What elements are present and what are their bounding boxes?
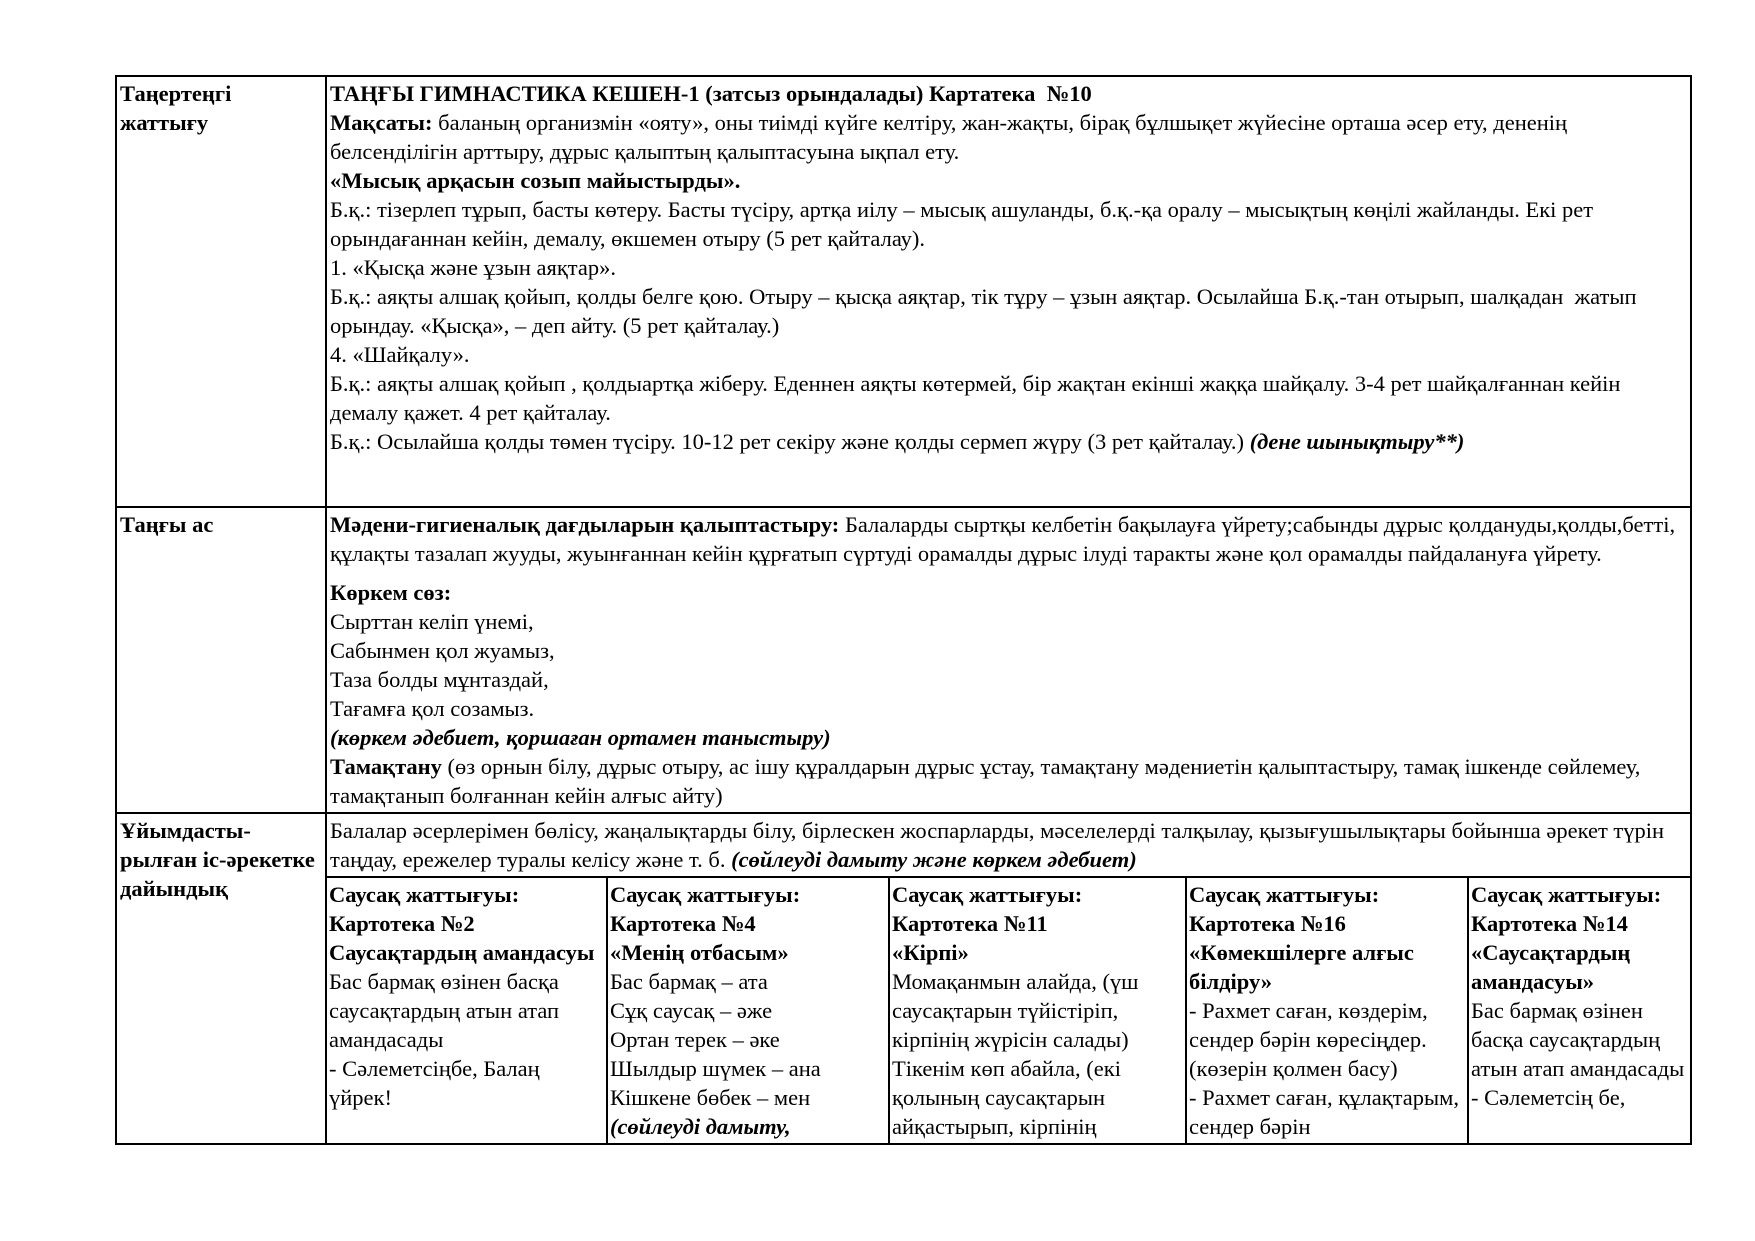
exercise-text: Бас бармақ өзінен басқа саусақтардың атын атап амандасады [329, 969, 565, 1052]
row-preparation [116, 813, 1691, 1144]
exercise-last-text: Б.қ.: Осылайша қолды төмен түсіру. 10-12 рет секіру және қолды сермеп жүру (3 рет қайталау.) [330, 429, 1250, 454]
row-label-cell [116, 813, 326, 1144]
card-number: Картотека №11 [892, 911, 1048, 936]
eating-label: Тамақтану [330, 754, 442, 779]
exercise-text: - Рахмет саған, көздерім, сендер бәрін көресіңдер. (көзерін қолмен басу) [1189, 998, 1434, 1081]
poem-line: Таза болды мұнтаздай, [330, 667, 549, 692]
exercise-line: Б.қ.: тізерлеп тұрып, басты көтеру. Басты түсіру, артқа иілу – мысық ашуланды, б.қ.-қа оралу – мысықтың көңілі жайланды. Екі рет орындағаннан кейін, демалу, өкшемен отыру (5 рет қайталау). [330, 197, 1599, 251]
row-morning-exercise [116, 76, 1691, 507]
row-content-cell [326, 76, 1691, 507]
finger-exercise-column [327, 878, 607, 1143]
exercise-name: «Саусақтардың амандасуы» [1471, 940, 1636, 994]
card-number: Картотека №4 [610, 911, 756, 936]
row-content-cell [326, 813, 1691, 1144]
exercise-text: - Рахмет саған, құлақтарым, сендер бәрін [1189, 1085, 1465, 1139]
poem-line: Сабынмен қол жуамыз, [330, 638, 555, 663]
exercise-heading: Саусақ жаттығуы: [1471, 882, 1662, 907]
finger-exercises-table [327, 878, 1690, 1143]
exercise-note: (сөйлеуді дамыту, [610, 1114, 791, 1139]
intro-paragraph [327, 814, 1690, 878]
exercise-name: «Кірпі» [892, 940, 969, 965]
exercise-line: Б.қ.: аяқты алшақ қойып , қолдыартқа жіберу. Еденнен аяқты көтермей, бір жақтан екінші жаққа шайқалу. 3-4 рет шайқалғаннан кейін демалу қажет. 4 рет қайталау. [330, 371, 1627, 425]
card-number: Картотека №16 [1189, 911, 1346, 936]
exercise-text: Шылдыр шүмек – ана [610, 1056, 821, 1081]
poem-label: Көркем сөз: [330, 580, 452, 605]
exercise-line: 1. «Қысқа және ұзын аяқтар». [330, 255, 616, 280]
exercise-heading: Саусақ жаттығуы: [329, 882, 520, 907]
row-label: Таңғы ас [120, 512, 214, 537]
finger-exercise-column [607, 878, 889, 1143]
intro-note: (сөйлеуді дамыту және көркем әдебиет) [731, 847, 1137, 872]
exercise-text: Сұқ саусақ – әже [610, 998, 773, 1023]
exercise-name: «Көмекшілерге алғыс білдіру» [1189, 940, 1420, 994]
exercise-heading: Саусақ жаттығуы: [892, 882, 1083, 907]
goal-paragraph [330, 108, 1687, 166]
eating-paragraph [330, 752, 1687, 810]
exercise-text: Бас бармақ өзінен басқа саусақтардың атын атап амандасады [1471, 998, 1685, 1081]
poem-line: Тағамға қол созамыз. [330, 696, 535, 721]
poem-note: (көркем әдебиет, қоршаған ортамен таныстыру) [330, 725, 831, 750]
row-label-cell [116, 507, 326, 813]
goal-text: баланың организмін «ояту», оны тиімді күйге келтіру, жан-жақты, бірақ бұлшықет жүйесіне орташа әсер ету, дененің белсенділігін арттыру, дұрыс қалыптың қалыптасуына ықпал ету. [330, 110, 1573, 164]
gymnastics-title: ТАҢҒЫ ГИМНАСТИКА КЕШЕН-1 (затсыз орындалады) Картатека №10 [330, 81, 1092, 106]
eating-text: (өз орнын білу, дұрыс отыру, ас ішу құралдарын дұрыс ұстау, тамақтану мәдениетін қалыптастыру, тамақ ішкенде сөйлемеу, тамақтанып болғаннан кейін алғыс айту) [330, 754, 1646, 808]
exercise-heading: Саусақ жаттығуы: [1189, 882, 1380, 907]
exercise-text: - Сәлеметсің бе, [1471, 1085, 1626, 1110]
exercise-text: Момақанмын алайда, (үш саусақтарын түйістіріп, кірпінің жүрісін салады) [892, 969, 1145, 1052]
finger-exercise-column [889, 878, 1186, 1143]
skills-label: Мәдени-гигиеналық дағдыларын қалыптастыру: [330, 512, 840, 537]
exercise-name: «Менің отбасым» [610, 940, 789, 965]
exercise-line: Б.қ.: аяқты алшақ қойып, қолды белге қою. Отыру – қысқа аяқтар, тік тұру – ұзын аяқтар. Осылайша Б.қ.-тан отырып, шалқадан жатып орындау. «Қысқа», – деп айту. (5 рет қайталау.) [330, 284, 1643, 338]
exercise-text: Тікенім көп абайла, (екі қолының саусақтарын айқастырып, кірпінің [892, 1056, 1127, 1139]
exercise-heading: Саусақ жаттығуы: [610, 882, 801, 907]
row-content-cell [326, 507, 1691, 813]
exercise-text: Ортан терек – әке [610, 1027, 780, 1052]
goal-label: Мақсаты: [330, 110, 433, 135]
exercise-text: Кішкене бөбек – мен [610, 1085, 811, 1110]
exercise-text: Бас бармақ – ата [610, 969, 768, 994]
exercise-text: - Сәлеметсіңбе, Балаң үйрек! [329, 1056, 546, 1110]
row-breakfast [116, 507, 1691, 813]
skills-paragraph [330, 510, 1687, 568]
card-number: Картотека №2 [329, 911, 475, 936]
plan-table [115, 75, 1692, 1145]
skills-text: Балаларды сыртқы келбетін бақылауға үйрету;сабынды дұрыс қолдануды,қолды,бетті, құлақты тазалап жууды, жуынғаннан кейін құрғатып сүртуді орамалды дұрыс ілуді таракты және қол орамалды пайдалануға үйрету. [330, 512, 1681, 566]
exercise-last-line [330, 427, 1687, 456]
row-label: Таңертеңгі жаттығу [120, 81, 232, 135]
poem-line: Сырттан келіп үнемі, [330, 609, 534, 634]
card-number: Картотека №14 [1471, 911, 1628, 936]
finger-exercise-column [1468, 878, 1690, 1143]
intro-text: Балалар әсерлерімен бөлісу, жаңалықтарды білу, бірлескен жоспарларды, мәселелерді талқылау, қызығушылықтары бойынша әрекет түрін таңдау, ережелер туралы келісу және т. б. [330, 818, 1665, 872]
finger-exercise-column [1186, 878, 1468, 1143]
exercise-line: 4. «Шайқалу». [330, 342, 470, 367]
exercise-title: «Мысық арқасын созып майыстырды». [330, 168, 741, 193]
row-label: Ұйымдасты-рылған іс-әрекетке дайындық [120, 818, 315, 901]
row-label-cell [116, 76, 326, 507]
exercise-name: Саусақтардың амандасуы [329, 940, 595, 965]
exercise-note: (дене шынықтыру**) [1249, 429, 1465, 454]
finger-exercises-row [327, 878, 1690, 1143]
